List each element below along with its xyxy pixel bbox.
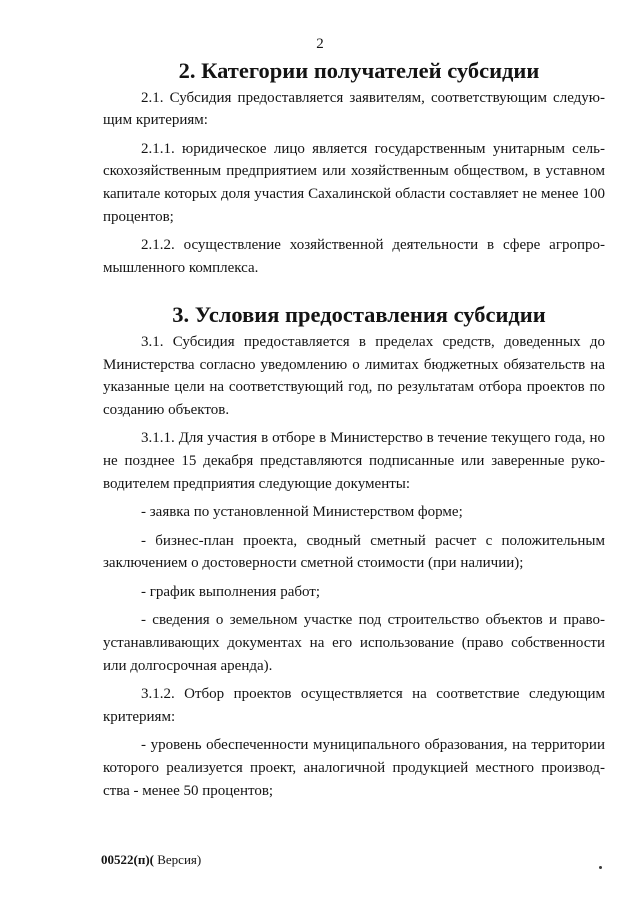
section-heading-categories: 2. Категории получателей субсидии <box>178 58 540 83</box>
footer-code: 00522(п)( <box>101 852 154 867</box>
paragraph-3-1-2: 3.1.2. Отбор проектов осуществляется на соответствие следующим критериям: <box>103 686 605 725</box>
document-body <box>103 60 605 802</box>
list-item-land-info: - сведения о земельном участке под строительство объектов и правоустанавливающих документах на его использование (право собственности или долгосрочная аренда). <box>103 612 605 674</box>
list-item-schedule: - график выполнения работ; <box>141 583 321 600</box>
page-number: 2 <box>316 36 324 52</box>
list-item-business-plan: - бизнес-план проекта, сводный сметный расчет с положительным заключением о достоверности сметной стоимости (при наличии); <box>103 532 605 572</box>
section-heading-conditions: 3. Условия предоставления субсидии <box>172 302 546 328</box>
paragraph-2-1-2: 2.1.2. осуществление хозяйственной деятельности в сфере агропромышленного комплекса. <box>103 237 605 276</box>
scan-speck <box>599 866 602 869</box>
paragraph-3-1-1: 3.1.1. Для участия в отборе в Министерство в течение текущего года, но не позднее 15 декабря представляются подписанные или заверенные руководителем предприятия следующие документы: <box>103 430 605 492</box>
footer-version: Версия) <box>153 852 202 867</box>
document-footer <box>101 852 201 868</box>
list-item-application: - заявка по установленной Министерством форме; <box>141 504 463 521</box>
paragraph-2-1: 2.1. Субсидия предоставляется заявителям, соответствующим следующим критериям: <box>103 89 605 129</box>
paragraph-3-1: 3.1. Субсидия предоставляется в пределах средств, доведенных до Министерства согласно уведомлению о лимитах бюджетных обязательств на указанные цели на соответствующий год, по результатам отбора проектов по созданию объектов. <box>103 333 605 418</box>
paragraph-2-1-1: 2.1.1. юридическое лицо является государственным унитарным сельскохозяйственным предприятием или хозяйственным обществом, в уставном капитале которых доля участия Сахалинской области составляет не менее 100 процентов; <box>103 140 605 225</box>
list-item-supply-level: - уровень обеспеченности муниципального образования, на территории которого реализуется проект, аналогичной продукцией местного производства - менее 50 процентов; <box>103 737 605 799</box>
